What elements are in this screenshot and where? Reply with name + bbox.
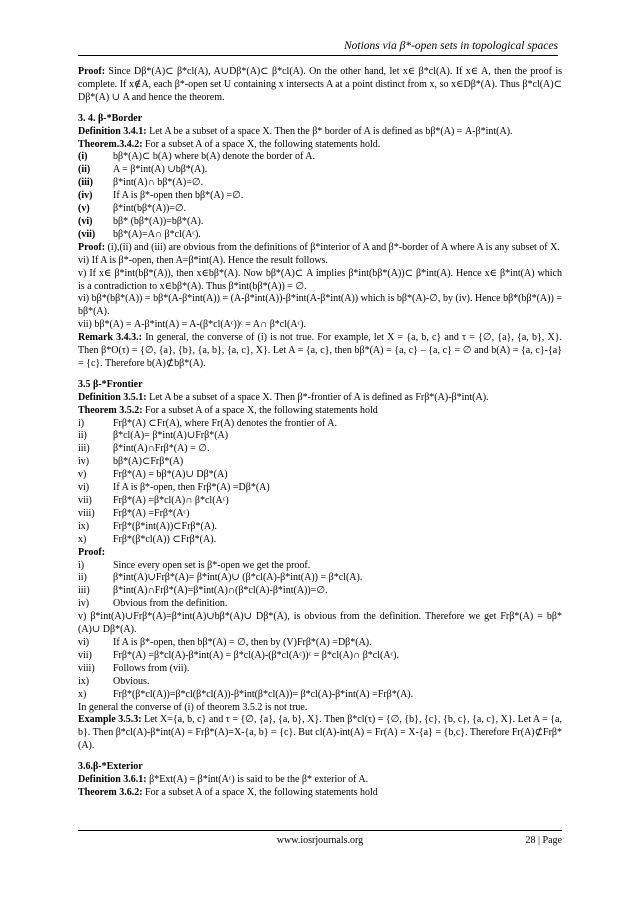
- proof-list: [78, 560, 562, 612]
- list-item: ix) Obvious.: [78, 675, 150, 687]
- list-item: ii) β*int(A)∪Frβ*(A)= β*int(A)∪ (β*cl(A)-β*int(A)) = β*cl(A).: [78, 572, 363, 584]
- general-note: In general the converse of (i) of theorem 3.5.2 is not true.: [78, 701, 308, 713]
- example-3-5-3: Example 3.5.3: Let X={a, b, c} and τ = {∅, {a}, {a, b}, X}. Then β*cl(τ) = {∅, {b}, {c}, {b, c}, {a, c}, X}. Let A = {a, b}. Then β*cl(A)-β*int(A) = Frβ*(A)=X-{a, b} = {c}. But cl(A)-int(A) = Fr(A) = X-{a} = {b,c}. Therefore Fr(A)⊄Frβ*(A).: [78, 714, 563, 752]
- list-item: iv) bβ*(A)⊂Frβ*(A): [78, 456, 184, 468]
- list-item: (vi) bβ* (bβ*(A))=bβ*(A).: [78, 215, 204, 227]
- proof-step: vii) bβ*(A) = A-β*int(A) = A-(β*cl(Aᶜ))ᶜ = A∩ β*cl(Aᶜ).: [78, 319, 306, 331]
- list-item: (ii) A = β*int(A) ∪bβ*(A).: [78, 164, 208, 176]
- proof-step: vi) If A is β*-open, then A=β*int(A). Hence the result follows.: [78, 254, 328, 266]
- list-item: (iv) If A is β*-open then bβ*(A) =∅.: [78, 190, 244, 202]
- list-item: ii) β*cl(A)= β*int(A)∪Frβ*(A): [78, 430, 229, 442]
- example-label: Example 3.5.3:: [78, 714, 142, 726]
- list-item: i) Since every open set is β*-open we get the proof.: [78, 559, 311, 571]
- list-item: iii) β*int(A)∩Frβ*(A)=β*int(A)∩(β*cl(A)-β*int(A))=∅.: [78, 585, 328, 597]
- page-number: 28 | Page: [525, 835, 562, 846]
- proof-paragraph: Proof: (i),(ii) and (iii) are obvious from the definitions of β*interior of A and β*-border of A where A is any subset of X.: [78, 241, 560, 253]
- theorem-3-5-2-list: [78, 418, 562, 547]
- proof-label: Proof:: [78, 546, 106, 558]
- proof-paragraph: [78, 66, 562, 105]
- running-header: Notions via β*-open sets in topological spaces: [78, 40, 558, 56]
- list-item: x) Frβ*(β*cl(A)) ⊂Frβ*(A).: [78, 533, 217, 545]
- theorem-label: Theorem 3.6.2:: [78, 786, 143, 798]
- definition-3-4-1: [78, 126, 562, 139]
- definition-3-6-1: Definition 3.6.1: β*Ext(A) = β*int(Aᶜ) is said to be the β* exterior of A.: [78, 774, 369, 786]
- proof-text: Since Dβ*(A)⊂ β*cl(A), A∪Dβ*(A)⊂ β*cl(A). On the other hand, let x∈ β*cl(A). If x∈ A, then the proof is complete. If x∉A, each β*-open set U containing x intersects A at a point distinct from x, so x∈Dβ*(A). Thus β*cl(A)⊂ Dβ*(A) ∪ A and hence the theorem.: [78, 66, 562, 103]
- footer-website: www.iosrjournals.org: [276, 835, 364, 846]
- list-item: ix) Frβ*(β*int(A))⊂Frβ*(A).: [78, 520, 217, 532]
- list-item: vii) Frβ*(A) =β*cl(A)-β*int(A) = β*cl(A)-(β*cl(Aᶜ))ᶜ = β*cl(A)∩ β*cl(Aᶜ).: [78, 649, 399, 661]
- section-heading-exterior: 3.6.β-*Exterior: [78, 761, 143, 773]
- list-item: viii) Follows from (vii).: [78, 662, 190, 674]
- proof-list: [78, 637, 562, 702]
- list-item: iii) β*int(A)∩Frβ*(A) = ∅.: [78, 443, 210, 455]
- page-body: [78, 66, 562, 800]
- theorem-label: Theorem 3.5.2:: [78, 404, 143, 416]
- list-item: v) Frβ*(A) = bβ*(A)∪ Dβ*(A): [78, 469, 228, 481]
- list-item: vi) If A is β*-open, then bβ*(A) = ∅, then by (V)Frβ*(A) =Dβ*(A).: [78, 636, 372, 648]
- page-footer: [78, 830, 562, 847]
- list-item: (iii) β*int(A)∩ bβ*(A)=∅.: [78, 177, 204, 189]
- list-item: (v) β*int(bβ*(A))=∅.: [78, 203, 187, 215]
- list-item: (vii) bβ*(A)=A∩ β*cl(Aᶜ).: [78, 228, 201, 240]
- theorem-label: Theorem.3.4.2:: [78, 138, 143, 150]
- definition-label: Definition 3.4.1:: [78, 125, 147, 137]
- list-item: i) Frβ*(A) ⊂Fr(A), where Fr(A) denotes the frontier of A.: [78, 417, 337, 429]
- list-item: x) Frβ*(β*cl(A))=β*cl(β*cl(A))-β*int(β*cl(A))= β*cl(A)-β*int(A) =Frβ*(A).: [78, 688, 414, 700]
- list-item: viii) Frβ*(A) =Frβ*(Aᶜ): [78, 507, 190, 519]
- theorem-3-4-2: [78, 139, 562, 152]
- definition-label: Definition 3.5.1:: [78, 391, 147, 403]
- theorem-3-5-2: Theorem 3.5.2: For a subset A of a space X, the following statements hold: [78, 404, 378, 416]
- list-item: vi) If A is β*-open, then Frβ*(A) =Dβ*(A): [78, 482, 270, 494]
- proof-label: Proof:: [78, 66, 106, 77]
- remark-3-4-3: Remark 3.4.3.: In general, the converse of (i) is not true. For example, let X = {a, b, c} and τ = {∅, {a}, {a, b}, X}. Then β*O(τ) = {∅, {a}, {b}, {a, b}, {a, c}, X}. Let A = {a, c}, then bβ*(A) = {a, c} – {a, c} = ∅ and b(A) = {a, c}-{a} = {c}. Therefore b(A)⊄bβ*(A).: [78, 332, 563, 369]
- theorem-3-4-2-list: [78, 151, 562, 241]
- remark-label: Remark 3.4.3.:: [78, 332, 143, 344]
- section-heading-border: 3. 4. β-*Border: [78, 112, 143, 124]
- section-heading-frontier: 3.5 β-*Frontier: [78, 378, 143, 390]
- list-item: (i) bβ*(A)⊂ b(A) where b(A) denote the border of A.: [78, 151, 316, 163]
- definition-text: Let A be a subset of a space X. Then the β* border of A is defined as bβ*(A) = A-β*int(A).: [146, 125, 513, 137]
- definition-label: Definition 3.6.1:: [78, 774, 147, 786]
- proof-step: v) β*int(A)∪Frβ*(A)=β*int(A)∪bβ*(A)∪ Dβ*(A), is obvious from the definition. Therefore we get Frβ*(A) = bβ*(A)∪ Dβ*(A).: [78, 611, 562, 636]
- proof-step: vi) bβ*(bβ*(A)) = bβ*(A-β*int(A)) = (A-β*int(A))-β*int(A-β*int(A)) which is bβ*(A)-∅, by (iv). Hence bβ*(bβ*(A)) = bβ*(A).: [78, 293, 562, 318]
- list-item: vii) Frβ*(A) =β*cl(A)∩ β*cl(Aᶜ): [78, 495, 229, 506]
- definition-3-5-1: Definition 3.5.1: Let A be a subset of a space X. Then β*-frontier of A is defined as Frβ*(A)-β*int(A).: [78, 391, 489, 403]
- theorem-text: For a subset A of a space X, the following statements hold.: [142, 138, 381, 150]
- proof-label: Proof:: [78, 241, 106, 253]
- theorem-3-6-2: Theorem 3.6.2: For a subset A of a space X, the following statements hold: [78, 786, 378, 798]
- list-item: iv) Obvious from the definition.: [78, 598, 228, 610]
- proof-step: v) If x∈ β*int(bβ*(A)), then x∈bβ*(A). Now bβ*(A)⊂ A implies β*int(bβ*(A))⊂ β*int(A). Hence x∈ β*int(A) which is a contradiction to x∈bβ*(A). Thus β*int(bβ*(A)) = ∅.: [78, 267, 562, 292]
